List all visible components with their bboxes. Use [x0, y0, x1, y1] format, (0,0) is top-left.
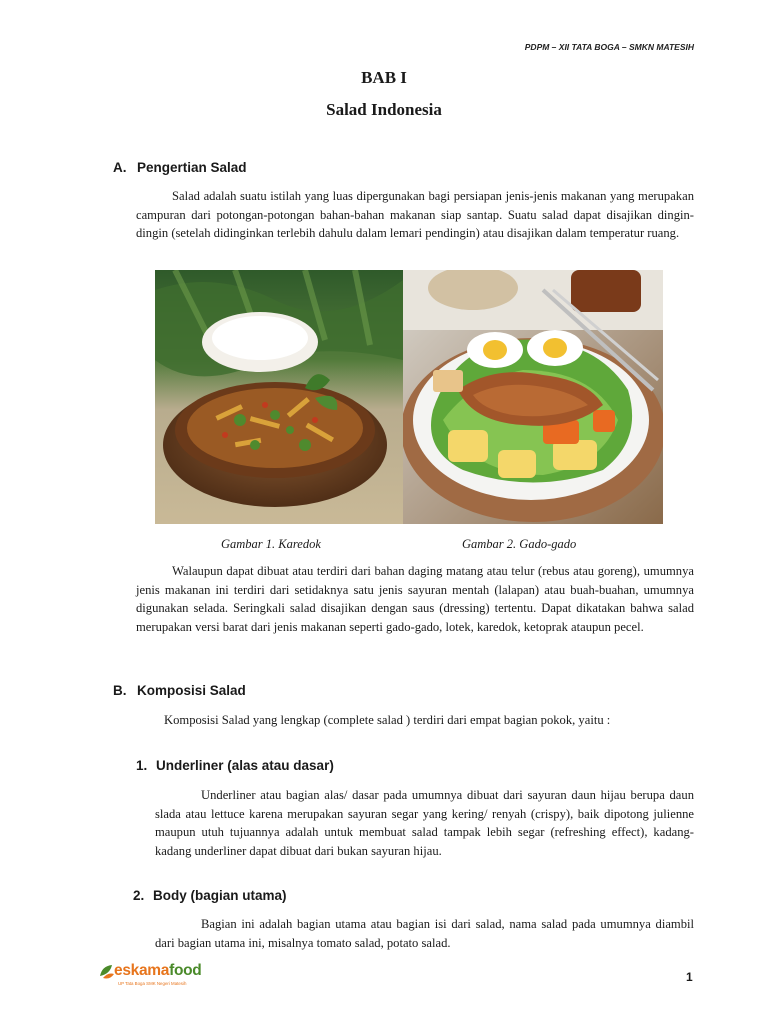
logo-tagline: UP Tata Boga SMK Negeri Matesih: [118, 981, 187, 986]
figure-row: [155, 270, 663, 524]
section-b-letter: B.: [113, 683, 127, 698]
running-header: PDPM – XII TATA BOGA – SMKN MATESIH: [524, 42, 694, 52]
logo-wordmark-part2: food: [169, 962, 202, 979]
page-number: 1: [686, 970, 693, 984]
section-a-heading: [113, 160, 247, 175]
figure-2-caption: Gambar 2. Gado-gado: [462, 537, 577, 551]
paragraph-underliner: Underliner atau bagian alas/ dasar pada umumnya dibuat dari sayuran daun hijau berupa daun slada atau lettuce karena merupakan sayuran segar yang kering/ renyah (crispy), baik dipotong julienne maupun utuh tujuannya adalah untuk membuat salad tampak lebih segar (refreshing effect), kadang-kadang underliner dapat dibuat dari bukan sayuran hijau.: [155, 788, 694, 858]
paragraph-definition: Salad adalah suatu istilah yang luas dipergunakan bagi persiapan jenis-jenis makanan yang merupakan campuran dari potongan-potongan bahan-bahan makanan siap santap. Suatu salad dapat disajikan dingin-dingin (setelah didinginkan terlebih dahulu dalam lemari pendingin) atau disajikan dalam temperatur ruang.: [136, 189, 694, 241]
gado-gado-photo: [403, 270, 663, 524]
karedok-photo: [155, 270, 403, 524]
chapter-title: BAB I: [361, 68, 407, 87]
list-item-title: Body (bagian utama): [153, 888, 287, 903]
list-item-body-heading: [133, 888, 287, 903]
paragraph-composition-intro: Komposisi Salad yang lengkap (complete salad ) terdiri dari empat bagian pokok, yaitu :: [164, 713, 611, 727]
page-title: Salad Indonesia: [326, 100, 442, 119]
section-a-heading-text: Pengertian Salad: [137, 160, 247, 175]
list-item-underliner-heading: [136, 758, 334, 773]
section-b-heading-text: Komposisi Salad: [137, 683, 246, 698]
figure-1-caption: Gambar 1. Karedok: [221, 537, 321, 551]
paragraph-ingredients: Walaupun dapat dibuat atau terdiri dari bahan daging matang atau telur (rebus atau goreng), umumnya jenis makanan ini terdiri dari setidaknya satu jenis sayuran mentah (lalapan) atau buah-buahan, umumnya digunakan selada. Seringkali salad disajikan dengan saus (dressing) tertentu. Dapat dikatakan bahwa salad merupakan versi barat dari jenis makanan seperti gado-gado, lotek, karedok, ketoprak ataupun pecel.: [136, 564, 694, 634]
list-item-number: 1.: [136, 758, 148, 773]
list-item-number: 2.: [133, 888, 145, 903]
logo-wordmark: [114, 962, 201, 980]
logo-wordmark-part1: eskama: [114, 962, 170, 979]
eskamafood-logo: [98, 960, 216, 992]
section-b-heading: [113, 683, 246, 698]
list-item-title: Underliner (alas atau dasar): [156, 758, 334, 773]
paragraph-body: Bagian ini adalah bagian utama atau bagian isi dari salad, nama salad pada umumnya diambil dari bagian utama ini, misalnya tomato salad, potato salad.: [155, 917, 694, 950]
section-a-letter: A.: [113, 160, 127, 175]
